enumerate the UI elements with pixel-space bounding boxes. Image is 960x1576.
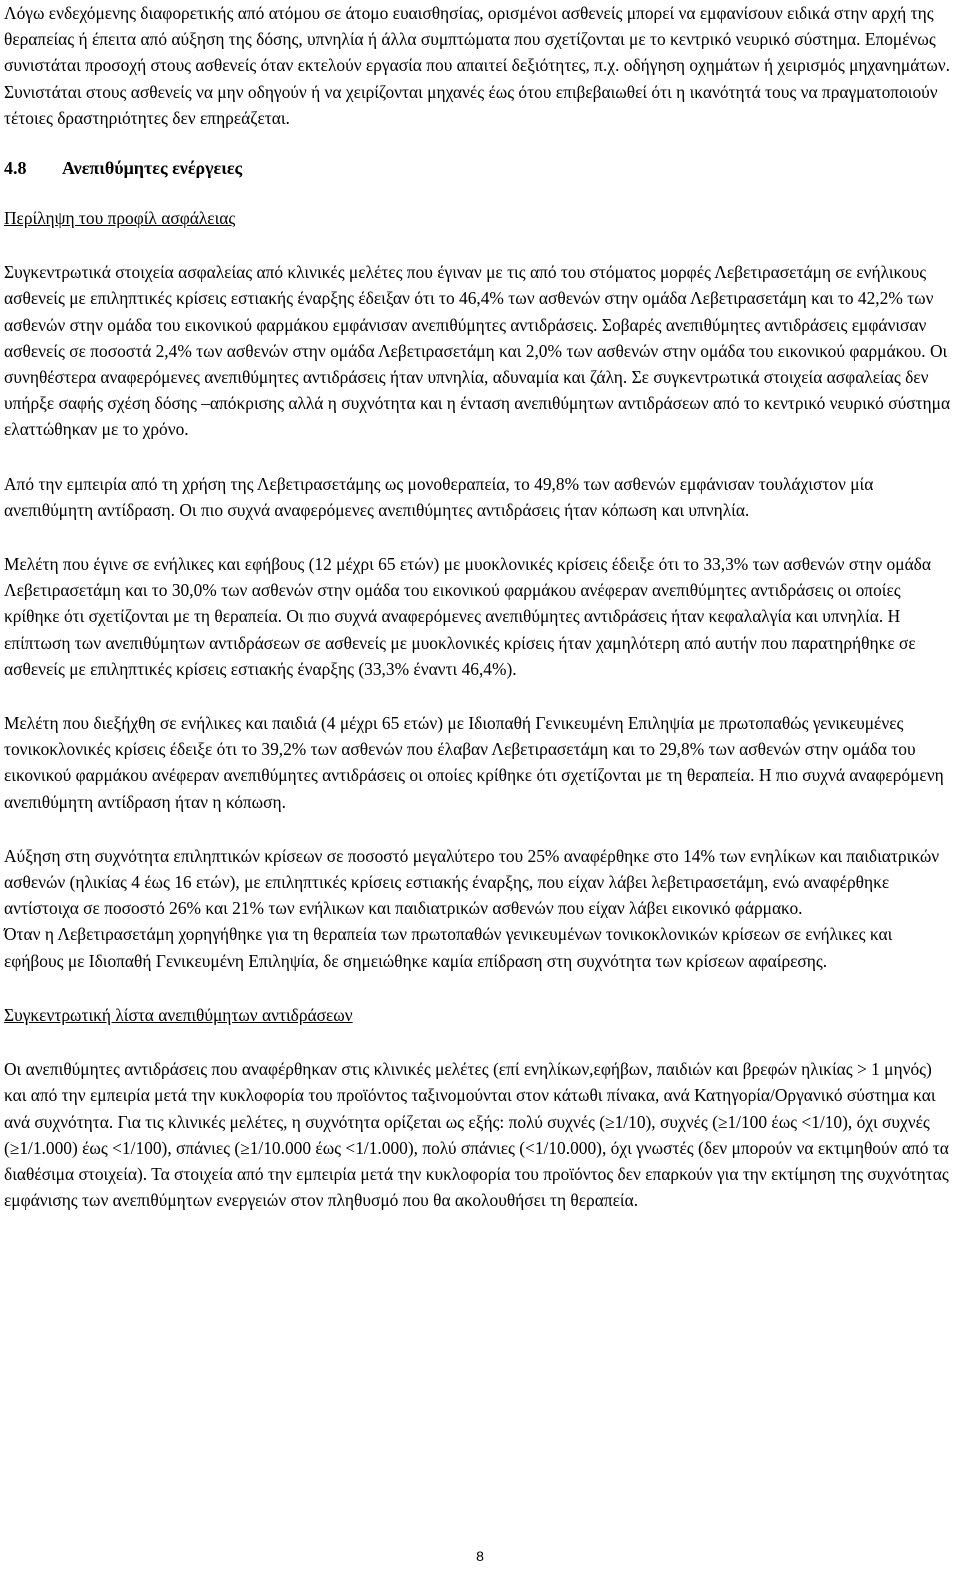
- document-page: [4, 0, 954, 1213]
- summary-list-heading: Συγκεντρωτική λίστα ανεπιθύμητων αντιδράσεων: [4, 1004, 353, 1025]
- intro-paragraph: Λόγω ενδεχόμενης διαφορετικής από ατόμου σε άτομο ευαισθησίας, ορισμένοι ασθενείς μπορεί να εμφανίσουν ειδικά στην αρχή της θεραπείας ή έπειτα από αύξηση της δόσης, υπνηλία ή άλλα συμπτώματα που σχετίζονται με το κεντρικό νευρικό σύστημα. Επομένως συνιστάται προσοχή στους ασθενείς όταν εκτελούν εργασία που απαιτεί δεξιότητες, π.χ. οδήγηση οχημάτων ή χειρισμός μηχανημάτων. Συνιστάται στους ασθενείς να μην οδηγούν ή να χειρίζονται μηχανές έως ότου επιβεβαιωθεί ότι η ικανότητά τους να πραγματοποιούν τέτοιες δραστηριότητες δεν επηρεάζεται.: [4, 3, 950, 128]
- safety-paragraph-2: Από την εμπειρία από τη χρήση της Λεβετιρασετάμης ως μονοθεραπεία, το 49,8% των ασθενών εμφάνισαν τουλάχιστον μία ανεπιθύμητη αντίδραση. Οι πιο συχνά αναφερόμενες ανεπιθύμητες αντιδράσεις ήταν κόπωση και υπνηλία.: [4, 473, 874, 520]
- summary-list-paragraph: Οι ανεπιθύμητες αντιδράσεις που αναφέρθηκαν στις κλινικές μελέτες (επί ενηλίκων,εφήβων, παιδιών και βρεφών ηλικίας > 1 μηνός) και από την εμπειρία μετά την κυκλοφορία του προϊόντος ταξινομούνται στον κάτωθι πίνακα, ανά Κατηγορία/Οργανικό σύστημα και ανά συχνότητα. Για τις κλινικές μελέτες, η συχνότητα ορίζεται ως εξής: πολύ συχνές (≥1/10), συχνές (≥1/100 έως <1/10), όχι συχνές (≥1/1.000) έως <1/100), σπάνιες (≥1/10.000 έως <1/1.000), πολύ σπάνιες (<1/10.000), όχι γνωστές (δεν μπορούν να εκτιμηθούν από τα διαθέσιμα στοιχεία). Τα στοιχεία από την εμπειρία μετά την κυκλοφορία του προϊόντος δεν επαρκούν για την εκτίμηση της συχνότητας εμφάνισης των ανεπιθύμητων ενεργειών στον πληθυσμό που θα ακολουθήσει τη θεραπεία.: [4, 1059, 949, 1211]
- section-title: Ανεπιθύμητες ενέργειες: [62, 158, 243, 179]
- safety-paragraph-6: Όταν η Λεβετιρασετάμη χορηγήθηκε για τη θεραπεία των πρωτοπαθών γενικευμένων τονικοκλονικών κρίσεων σε ενήλικες και εφήβους με Ιδιοπαθή Γενικευμένη Επιληψία, δε σημειώθηκε καμία επίδραση στη συχνότητα των κρίσεων αφαίρεσης.: [4, 924, 893, 971]
- section-number: 4.8: [4, 158, 27, 179]
- page-number: 8: [476, 1548, 484, 1564]
- safety-profile-heading: Περίληψη του προφίλ ασφάλειας: [4, 208, 236, 229]
- safety-paragraph-5: Αύξηση στη συχνότητα επιληπτικών κρίσεων σε ποσοστό μεγαλύτερο του 25% αναφέρθηκε στο 14% των ενηλίκων και παιδιατρικών ασθενών (ηλικίας 4 έως 16 ετών), με επιληπτικές κρίσεις εστιακής έναρξης, που είχαν λάβει λεβετιρασετάμη, ενώ αναφέρθηκε αντίστοιχα σε ποσοστό 26% και 21% των ενήλικων και παιδιατρικών ασθενών που είχαν λάβει εικονικό φάρμακο.: [4, 845, 940, 919]
- safety-paragraph-1: Συγκεντρωτικά στοιχεία ασφαλείας από κλινικές μελέτες που έγιναν με τις από του στόματος μορφές Λεβετιρασετάμη σε ενήλικους ασθενείς με επιληπτικές κρίσεις εστιακής έναρξης έδειξαν ότι το 46,4% των ασθενών στην ομάδα Λεβετιρασετάμη και το 42,2% των ασθενών στην ομάδα του εικονικού φαρμάκου εμφάνισαν ανεπιθύμητες αντιδράσεις. Σοβαρές ανεπιθύμητες αντιδράσεις εμφάνισαν ασθενείς σε ποσοστά 2,4% των ασθενών στην ομάδα Λεβετιρασετάμη και 2,0% των ασθενών στην ομάδα του εικονικού φαρμάκου. Οι συνηθέστερα αναφερόμενες ανεπιθύμητες αντιδράσεις ήταν υπνηλία, αδυναμία και ζάλη. Σε συγκεντρωτικά στοιχεία ασφαλείας δεν υπήρξε σαφής σχέση δόσης –απόκρισης αλλά η συχνότητα και η ένταση ανεπιθύμητων αντιδράσεων από το κεντρικό νευρικό σύστημα ελαττώθηκαν με το χρόνο.: [4, 262, 951, 440]
- section-heading: [4, 155, 954, 181]
- safety-paragraph-4: Μελέτη που διεξήχθη σε ενήλικες και παιδιά (4 μέχρι 65 ετών) με Ιδιοπαθή Γενικευμένη Επιληψία με πρωτοπαθώς γενικευμένες τονικοκλονικές κρίσεις έδειξε ότι το 39,2% των ασθενών που έλαβαν Λεβετιρασετάμη και το 29,8% των ασθενών στην ομάδα του εικονικού φαρμάκου ανέφεραν ανεπιθύμητες αντιδράσεις οι οποίες κρίθηκε ότι σχετίζονται με τη θεραπεία. Η πιο συχνά αναφερόμενη ανεπιθύμητη αντίδραση ήταν η κόπωση.: [4, 713, 944, 812]
- safety-paragraph-3: Μελέτη που έγινε σε ενήλικες και εφήβους (12 μέχρι 65 ετών) με μυοκλονικές κρίσεις έδειξε ότι το 33,3% των ασθενών στην ομάδα Λεβετιρασετάμη και το 30,0% των ασθενών στην ομάδα του εικονικού φαρμάκου ανέφεραν ανεπιθύμητες αντιδράσεις οι οποίες κρίθηκε ότι σχετίζονται με τη θεραπεία. Οι πιο συχνά αναφερόμενες ανεπιθύμητες αντιδράσεις ήταν κεφαλαλγία και υπνηλία. Η επίπτωση των ανεπιθύμητων αντιδράσεων σε ασθενείς με μυοκλονικές κρίσεις ήταν χαμηλότερη από αυτήν που παρατηρήθηκε σε ασθενείς με επιληπτικές κρίσεις εστιακής έναρξης (33,3% έναντι 46,4%).: [4, 554, 931, 679]
